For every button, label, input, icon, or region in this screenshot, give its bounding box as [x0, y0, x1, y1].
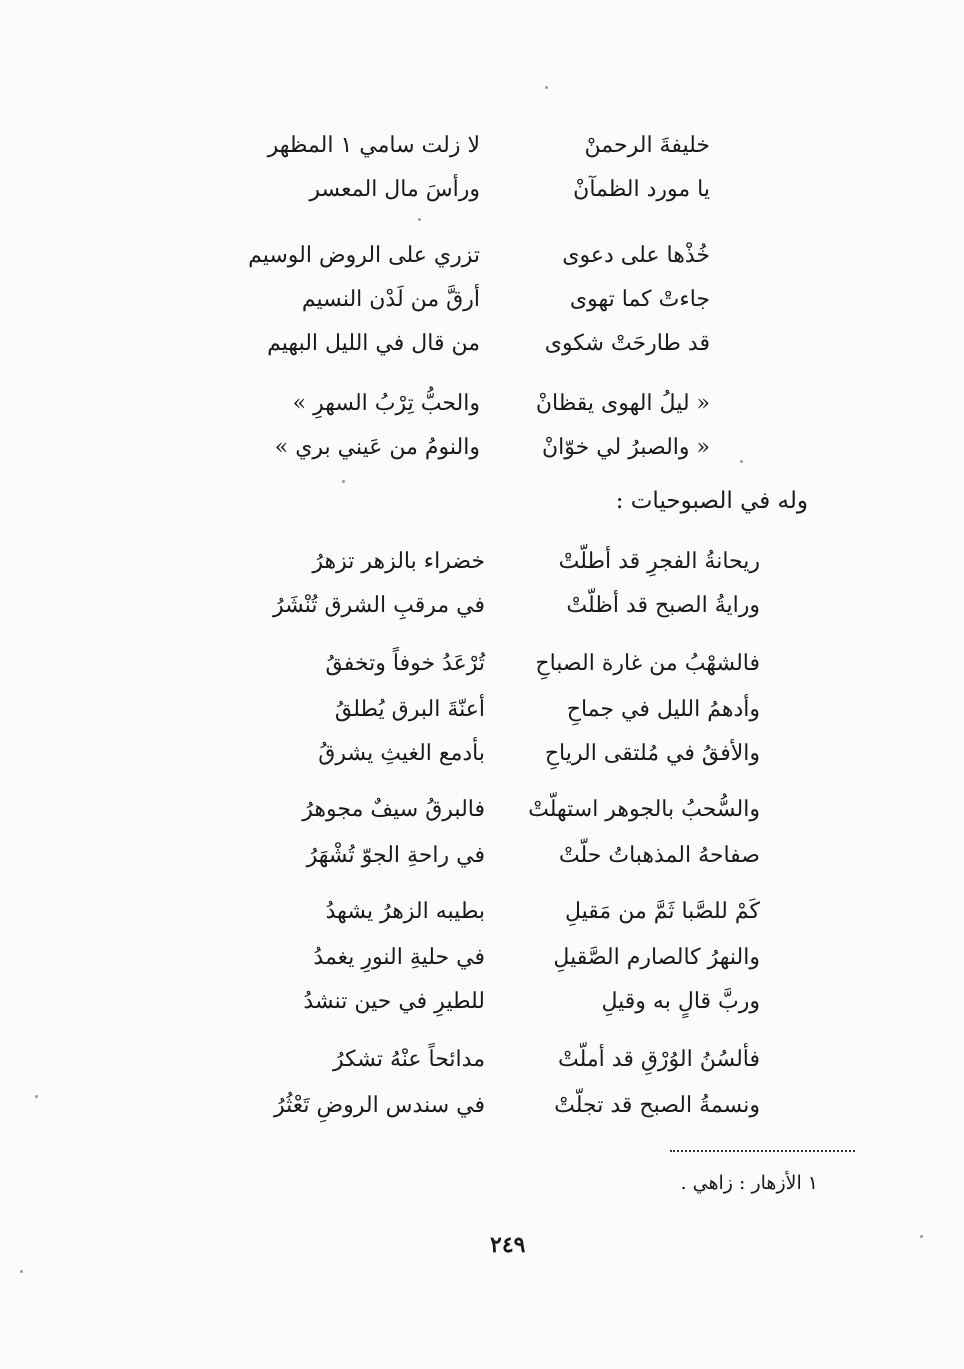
verse-line — [267, 324, 710, 364]
verse-second-hemistich: مدائحاً عنْهُ تشكرُ — [332, 1047, 485, 1072]
verse-first-hemistich: ورايةُ الصبح قد أظلّتْ — [566, 593, 760, 618]
verse-line — [245, 1040, 760, 1080]
scan-speck — [342, 480, 345, 483]
verse-line — [245, 542, 760, 582]
verse-first-hemistich: « والصبرُ لي خوّانْ — [541, 435, 710, 460]
verse-first-hemistich: فالشهْبُ من غارة الصباحِ — [535, 651, 760, 676]
verse-second-hemistich: في سندس الروضِ تَعْثُرُ — [274, 1093, 485, 1118]
verse-second-hemistich: أرقَّ من لَدْن النسيم — [301, 287, 480, 312]
verse-first-hemistich: جاءتْ كما تهوى — [569, 287, 710, 312]
verse-second-hemistich: ورأسَ مال المعسر — [309, 177, 480, 202]
verse-line — [280, 170, 710, 210]
verse-line — [245, 892, 760, 932]
verse-first-hemistich: والسُّحبُ بالجوهر استهلّتْ — [528, 797, 760, 822]
verse-second-hemistich: في مرقبِ الشرق تُنْشَرُ — [272, 593, 485, 618]
verse-line — [245, 1086, 760, 1126]
page-number: ٢٤٩ — [490, 1232, 526, 1258]
verse-line — [245, 586, 760, 626]
section-heading: وله في الصبوحيات : — [615, 488, 808, 514]
verse-line — [267, 126, 710, 166]
verse-second-hemistich: من قال في الليل البهيم — [267, 331, 480, 356]
verse-second-hemistich: في راحةِ الجوّ تُشْهَرُ — [306, 843, 485, 868]
verse-line — [245, 836, 760, 876]
verse-line — [245, 982, 760, 1022]
footnote: ١ الأزهار : زاهي . — [680, 1172, 818, 1194]
scan-speck — [20, 1270, 23, 1273]
verse-line — [245, 690, 760, 730]
verse-first-hemistich: خُذْها على دعوى — [562, 243, 710, 268]
scan-speck — [920, 1235, 923, 1238]
verse-first-hemistich: صفاحهُ المذهباتُ حلّتْ — [558, 843, 760, 868]
verse-line — [245, 790, 760, 830]
verse-second-hemistich: للطيرِ في حين تنشدُ — [303, 989, 485, 1014]
verse-second-hemistich: لا زلت سامي ١ المظهر — [267, 133, 480, 158]
scan-speck — [545, 86, 548, 89]
verse-line — [245, 938, 760, 978]
verse-first-hemistich: فألسُنُ الوُرْقِ قد أملّتْ — [558, 1047, 760, 1072]
verse-second-hemistich: والحبُّ تِرْبُ السهرِ » — [292, 391, 480, 416]
verse-second-hemistich: بطيبه الزهرُ يشهدُ — [325, 899, 485, 924]
verse-first-hemistich: خليفةَ الرحمنْ — [584, 133, 710, 158]
scan-speck — [418, 218, 421, 221]
verse-line — [280, 384, 710, 424]
verse-first-hemistich: قد طارحَتْ شكوى — [544, 331, 710, 356]
verse-first-hemistich: كَمْ للصَّبا ثَمَّ من مَقيلِ — [564, 899, 760, 924]
verse-line — [248, 236, 710, 276]
verse-first-hemistich: « ليلُ الهوى يقظانْ — [535, 391, 710, 416]
verse-first-hemistich: ريحانةُ الفجرِ قد أطلّتْ — [558, 549, 760, 574]
scan-speck — [740, 460, 743, 463]
verse-line — [245, 644, 760, 684]
verse-first-hemistich: والأفقُ في مُلتقى الرياحِ — [544, 741, 760, 766]
verse-line — [280, 280, 710, 320]
verse-second-hemistich: في حليةِ النورِ يغمدُ — [313, 945, 485, 970]
footnote-separator — [670, 1150, 855, 1152]
verse-first-hemistich: ونسمةُ الصبح قد تجلّتْ — [554, 1093, 760, 1118]
verse-line — [274, 428, 710, 468]
verse-second-hemistich: والنومُ من عَيني بري » — [274, 435, 480, 460]
verse-second-hemistich: أعنّةَ البرق يُطلقُ — [334, 697, 485, 722]
verse-line — [245, 734, 760, 774]
verse-first-hemistich: يا مورد الظمآنْ — [573, 177, 710, 202]
scan-speck — [35, 1095, 38, 1098]
verse-second-hemistich: خضراء بالزهر تزهرُ — [312, 549, 485, 574]
verse-first-hemistich: والنهرُ كالصارم الصَّقيلِ — [553, 945, 760, 970]
verse-second-hemistich: فالبرقُ سيفٌ مجوهرُ — [302, 797, 485, 822]
verse-second-hemistich: تُرْعَدُ خوفاً وتخفقُ — [325, 651, 485, 676]
verse-first-hemistich: وربَّ قالٍ به وقيلِ — [601, 989, 760, 1014]
verse-first-hemistich: وأدهمُ الليل في جماحِ — [566, 697, 760, 722]
verse-second-hemistich: بأدمع الغيثِ يشرقُ — [318, 741, 485, 766]
verse-second-hemistich: تزري على الروض الوسيم — [248, 243, 480, 268]
